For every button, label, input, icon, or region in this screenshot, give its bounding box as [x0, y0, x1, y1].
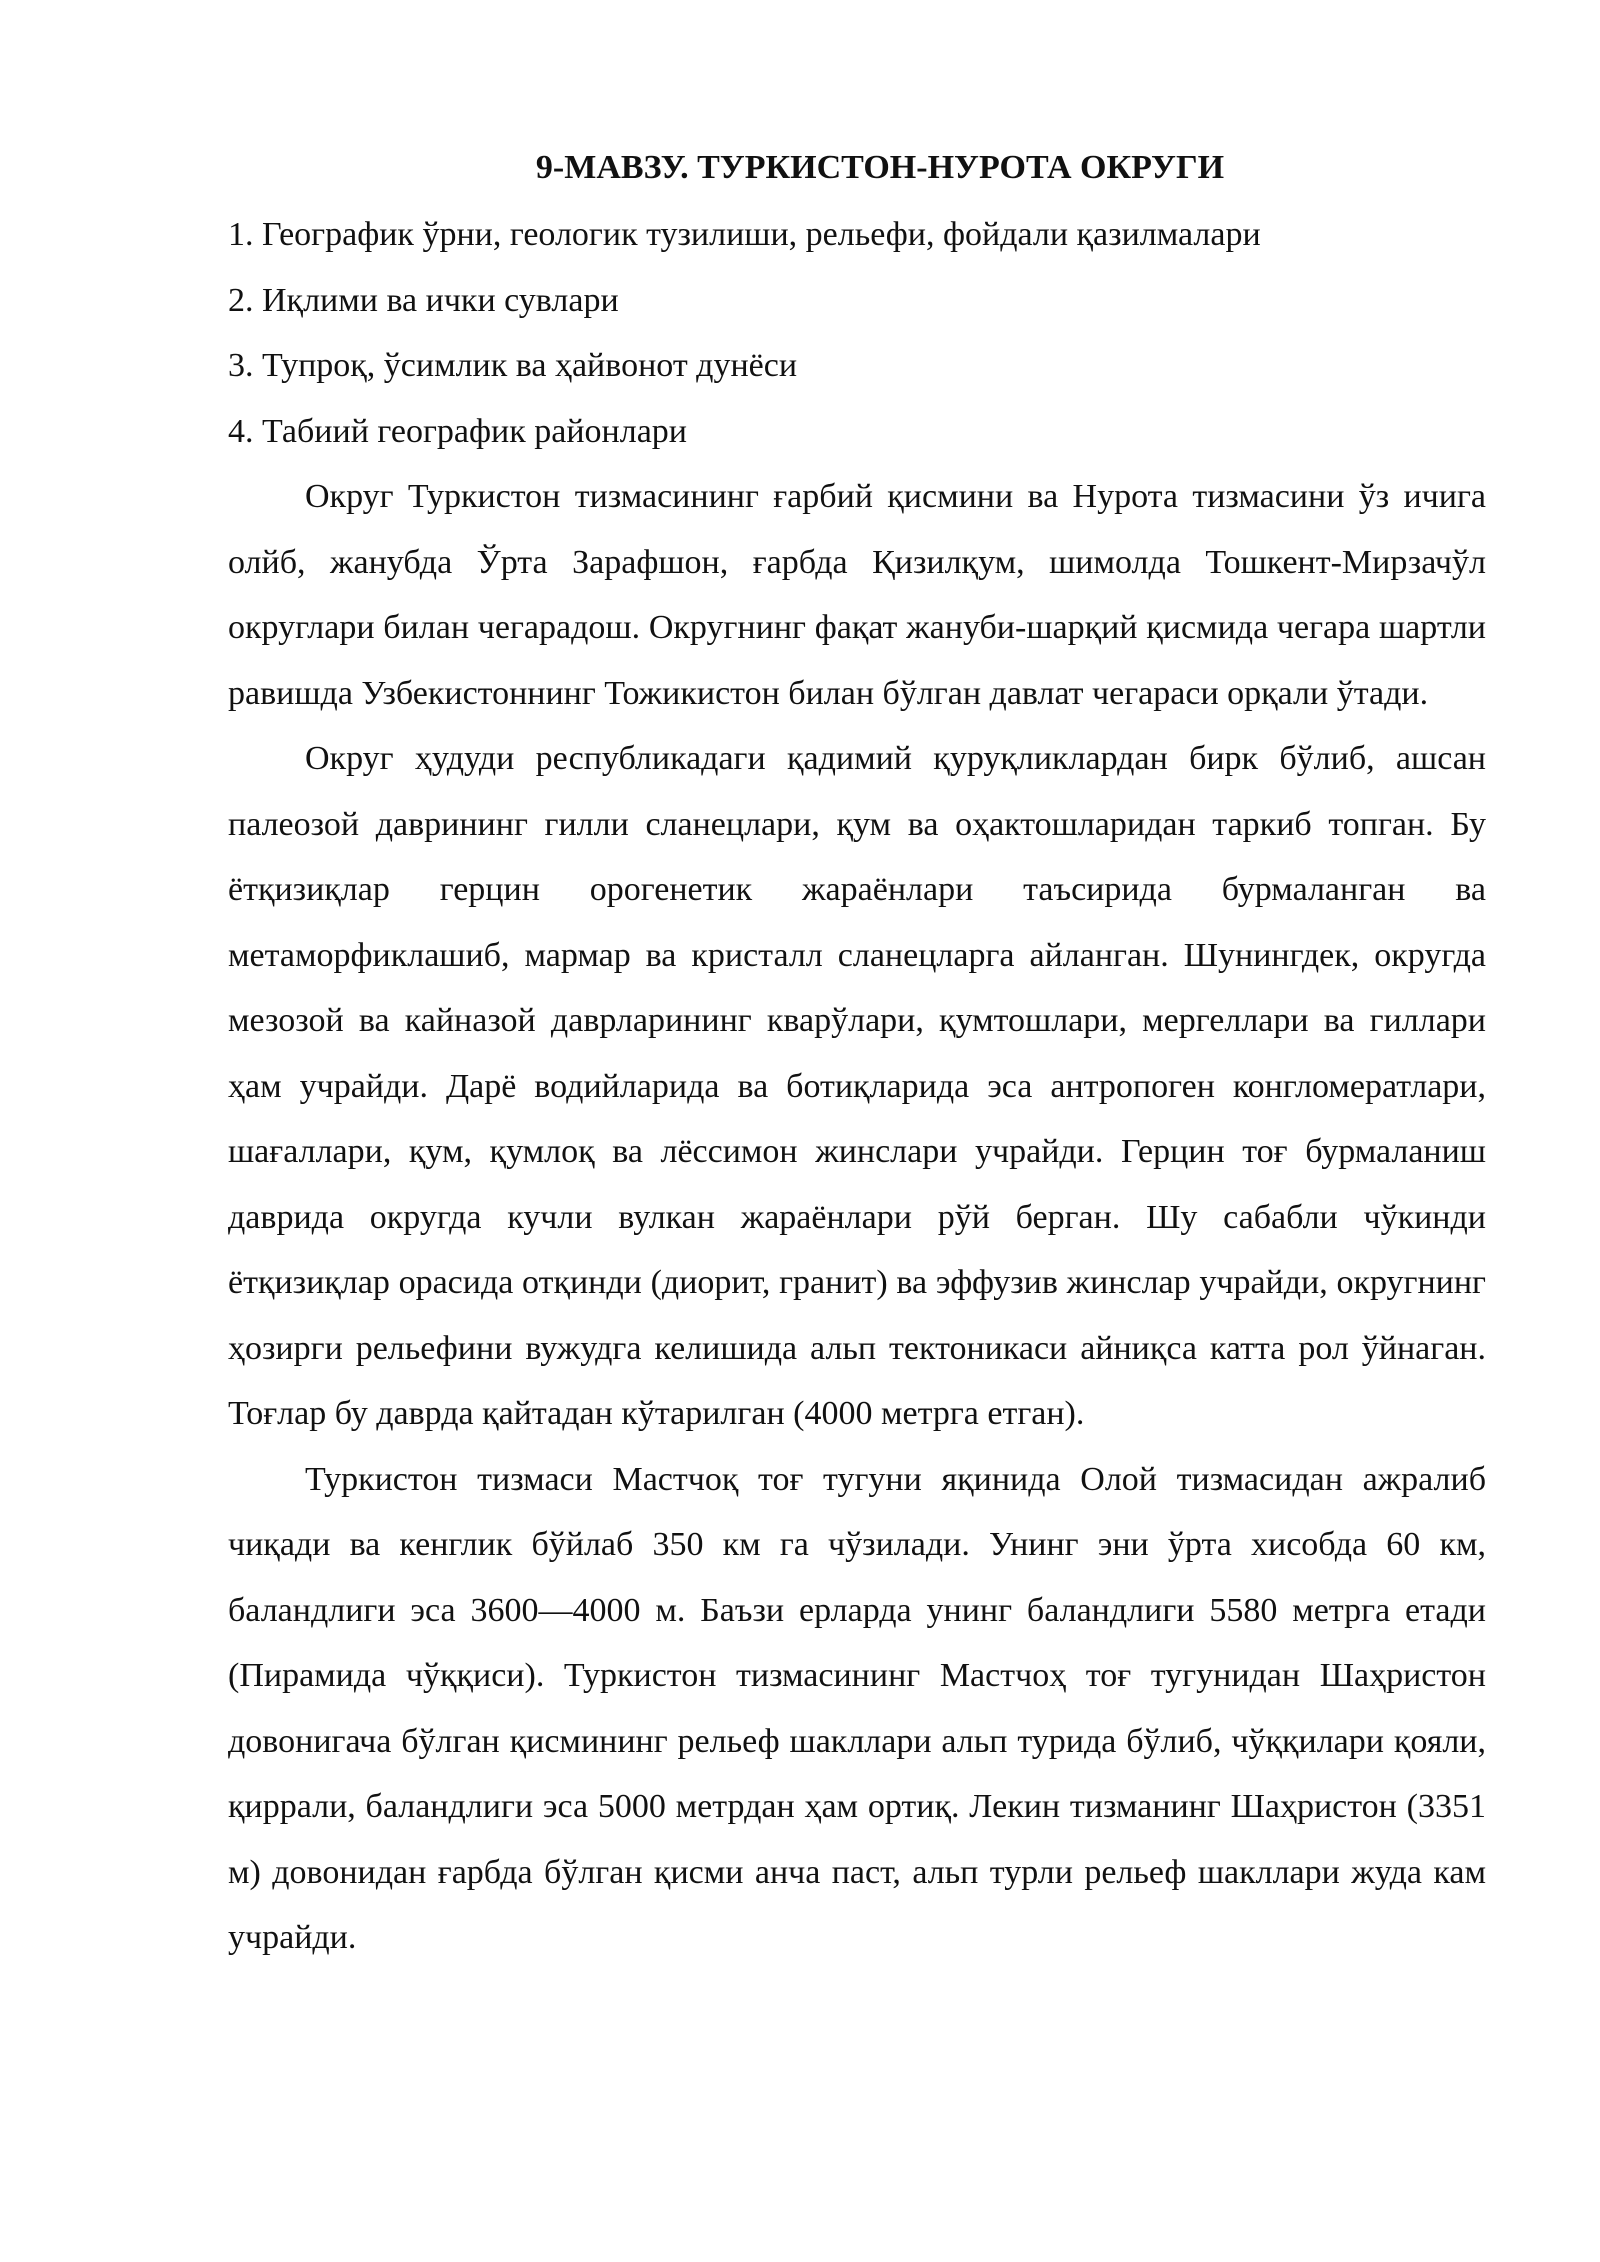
- outline-item: 2. Иқлими ва ички сувлари: [228, 281, 619, 319]
- paragraph-turkistan-range: Туркистон тизмаси Мастчоқ тоғ тугуни яқинида Олой тизмасидан ажралиб чиқади ва кенглик бўйлаб 350 км га чўзилади. Унинг эни ўрта хисобда 60 км, баландлиги эса 3600—4000 м. Баъзи ерларда унинг баландлиги 5580 метрга етади (Пирамида чўққиси). Туркистон тизмасининг Мастчоҳ тоғ тугунидан Шаҳристон довонигача бўлган қисмининг рельеф шакллари альп турида бўлиб, чўққилари қояли, қиррали, баландлиги эса 5000 метрдан ҳам ортиқ. Лекин тизманинг Шаҳристон (3351 м) довонидан ғарбда бўлган қисми анча паст, альп турли рельеф шакллари жуда кам учрайди.: [228, 1460, 1486, 1956]
- paragraph-borders: Округ Туркистон тизмасининг ғарбий қисмини ва Нурота тизмасини ўз ичига олйб, жанубда Ўрта Зарафшон, ғарбда Қизилқум, шимолда Тошкент-Мирзачўл округлари билан чегарадош. Округнинг фақат жануби-шарқий қисмида чегара шартли равишда Узбекистоннинг Тожикистон билан бўлган давлат чегараси орқали ўтади.: [228, 478, 1486, 712]
- document-page: [228, 148, 1486, 1971]
- outline-item: 3. Тупроқ, ўсимлик ва ҳайвонот дунёси: [228, 347, 798, 384]
- outline-item: 1. Географик ўрни, геологик тузилиши, рельефи, фойдали қазилмалари: [228, 216, 1261, 253]
- paragraph-geology: Округ ҳудуди республикадаги қадимий қуруқликлардан бирк бўлиб, ашсан палеозой даврининг гилли сланецлари, қум ва оҳактошларидан таркиб топган. Бу ётқизиқлар герцин орогенетик жараёнлари таъсирида бурмаланган ва метаморфиклашиб, мармар ва кристалл сланецларга айланган. Шунингдек, округда мезозой ва кайназой даврларининг кварўлари, қумтошлари, мергеллари ва гиллари ҳам учрайди. Дарё водийларида ва ботиқларида эса антропоген конгломератлари, шағаллари, қум, қумлоқ ва лёссимон жинслари учрайди. Герцин тоғ бурмаланиш даврида округда кучли вулкан жараёнлари рўй берган. Шу сабабли чўкинди ётқизиқлар орасида отқинди (диорит, гранит) ва эффузив жинслар учрайди, округнинг ҳозирги рельефини вужудга келишида альп тектоникаси айниқса катта рол ўйнаган. Тоғлар бу даврда қайтадан кўтарилган (4000 метрга етган).: [228, 740, 1486, 1432]
- outline-item: 4. Табиий географик районлари: [228, 412, 687, 450]
- topic-outline: [228, 202, 1486, 464]
- document-title: 9-МАВЗУ. ТУРКИСТОН-НУРОТА ОКРУГИ: [535, 149, 1225, 186]
